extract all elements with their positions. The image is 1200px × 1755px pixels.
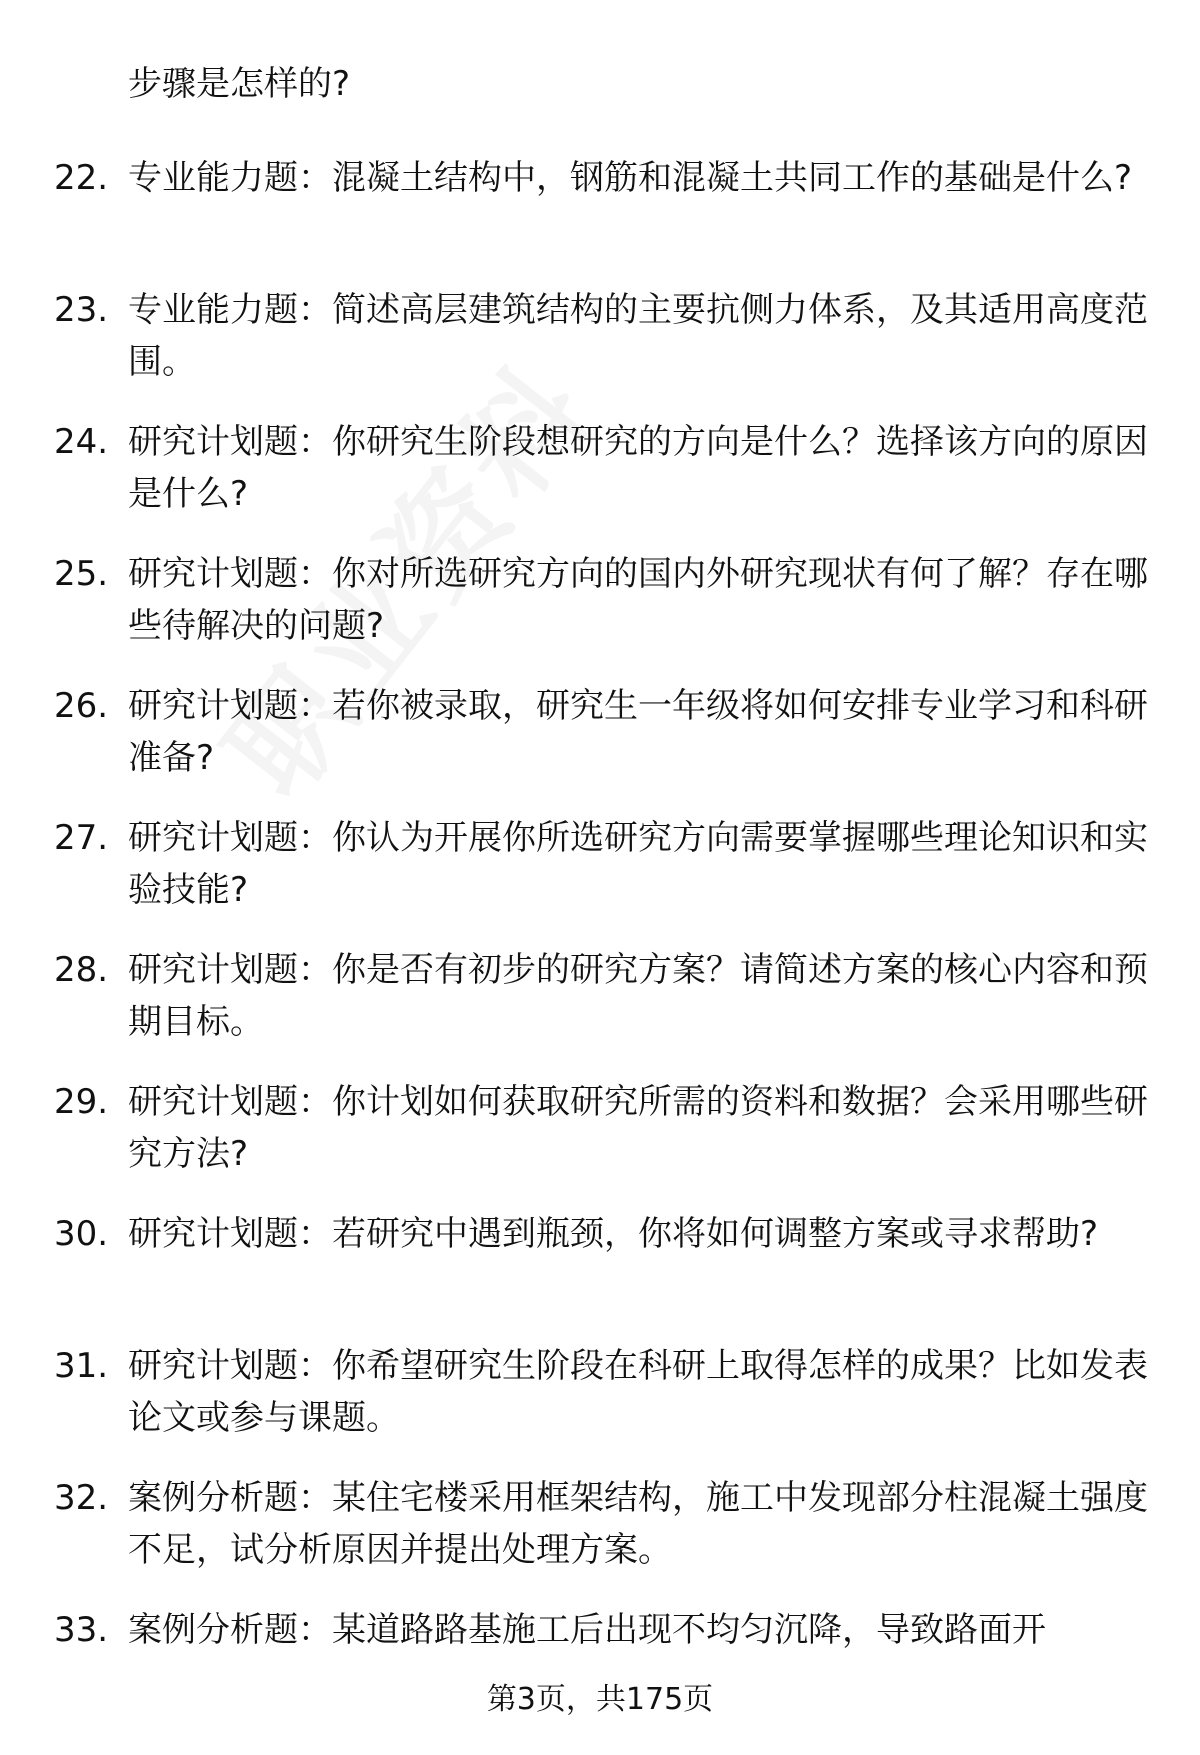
continuation-text: 步骤是怎样的? [128, 64, 351, 104]
question-item [0, 416, 1200, 548]
question-number: 32. [54, 1478, 109, 1518]
question-text: 研究计划题：你认为开展你所选研究方向需要掌握哪些理论知识和实验技能? [128, 818, 1148, 910]
question-text: 研究计划题：若研究中遇到瓶颈，你将如何调整方案或寻求帮助? [128, 1214, 1099, 1254]
question-text: 研究计划题：你是否有初步的研究方案？请简述方案的核心内容和预期目标。 [128, 950, 1148, 1042]
question-text: 研究计划题：你计划如何获取研究所需的资料和数据？会采用哪些研究方法? [128, 1082, 1148, 1174]
question-item [0, 548, 1200, 680]
question-number: 31. [54, 1346, 109, 1386]
question-item [0, 944, 1200, 1076]
question-item [0, 812, 1200, 944]
question-item [0, 1340, 1200, 1472]
page-footer: 第3页，共175页 [486, 1682, 714, 1717]
question-number: 33. [54, 1610, 109, 1650]
question-list [0, 152, 1200, 1664]
question-text: 研究计划题：你研究生阶段想研究的方向是什么？选择该方向的原因是什么? [128, 422, 1148, 514]
question-number: 29. [54, 1082, 109, 1122]
question-number: 22. [54, 158, 109, 198]
question-text: 专业能力题：简述高层建筑结构的主要抗侧力体系，及其适用高度范围。 [128, 290, 1148, 382]
question-text: 案例分析题：某住宅楼采用框架结构，施工中发现部分柱混凝土强度不足，试分析原因并提出处理方案。 [128, 1478, 1148, 1570]
question-item [0, 1076, 1200, 1208]
question-number: 30. [54, 1214, 109, 1254]
question-number: 23. [54, 290, 109, 330]
question-item [0, 1208, 1200, 1340]
question-text: 研究计划题：你希望研究生阶段在科研上取得怎样的成果？比如发表论文或参与课题。 [128, 1346, 1148, 1438]
question-text: 研究计划题：若你被录取，研究生一年级将如何安排专业学习和科研准备? [128, 686, 1148, 778]
question-number: 25. [54, 554, 109, 594]
question-item [0, 284, 1200, 416]
question-number: 28. [54, 950, 109, 990]
question-number: 24. [54, 422, 109, 462]
question-text: 案例分析题：某道路路基施工后出现不均匀沉降，导致路面开 [128, 1610, 1046, 1650]
question-number: 27. [54, 818, 109, 858]
question-item [0, 1472, 1200, 1604]
question-item [0, 680, 1200, 812]
question-number: 26. [54, 686, 109, 726]
question-text: 研究计划题：你对所选研究方向的国内外研究现状有何了解？存在哪些待解决的问题? [128, 554, 1148, 646]
question-item [0, 1604, 1200, 1664]
question-item [0, 152, 1200, 284]
question-text: 专业能力题：混凝土结构中，钢筋和混凝土共同工作的基础是什么? [128, 158, 1133, 198]
